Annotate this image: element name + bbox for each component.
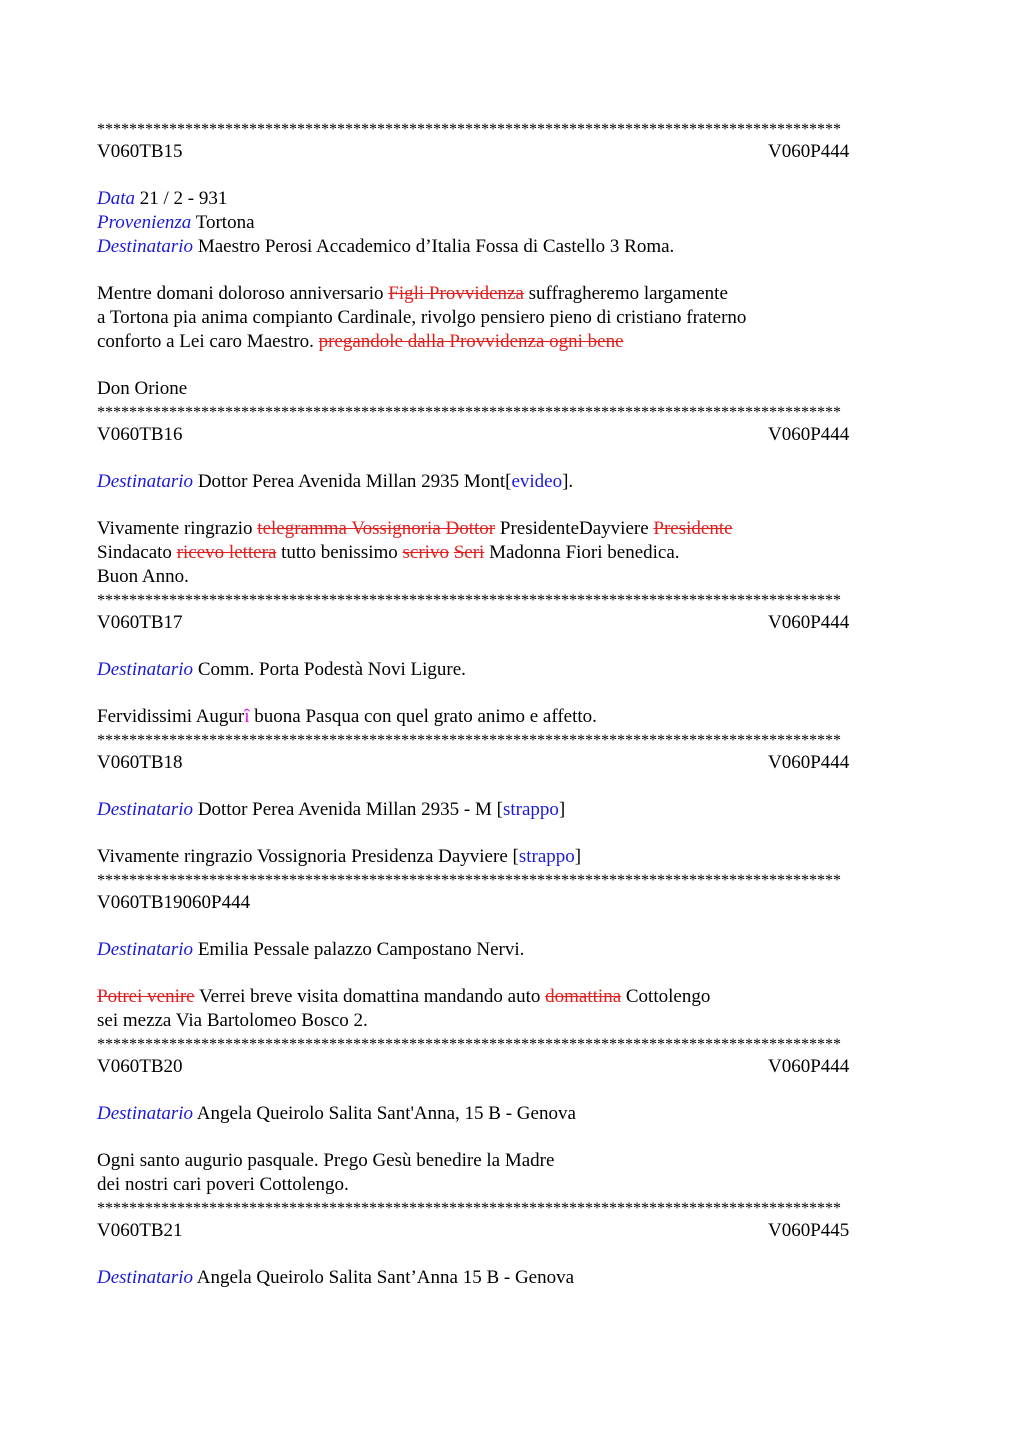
deleted-text: scrivo [402,542,449,563]
body-text: buona Pasqua con quel grato animo e affetto. [249,706,597,727]
deleted-text: domattina [545,986,622,1007]
page-ref: V060P444 [768,612,850,633]
entry-header [97,751,923,775]
document-page [97,118,923,1290]
body-text: Sindacato [97,542,177,563]
recipient-line [97,235,923,259]
body-text: Ogni santo augurio pasquale. Prego Gesù benedire la Madre [97,1150,555,1171]
recipient-line [97,658,923,682]
body-text: suffragheremo largamente [523,283,728,304]
recipient-label: Destinatario [97,659,194,680]
body-line [97,1173,923,1197]
deleted-text: telegramma Vossignoria Dottor [257,518,496,539]
separator: ********************************************************************************************* [97,732,841,749]
separator: ********************************************************************************************* [97,872,841,889]
body-text: Buon Anno. [97,566,189,587]
body-line [97,565,923,589]
recipient-value: ] [558,799,566,820]
page-ref: V060P444 [768,141,850,162]
entry-id: V060TB17 [97,612,183,633]
entry-header [97,1219,923,1243]
body-line [97,705,923,729]
origin-label: Provenienza [97,212,192,233]
recipient-line [97,938,923,962]
body-text: Fervidissimi Augur [97,706,245,727]
body-line [97,1149,923,1173]
recipient-value: Emilia Pessale palazzo Campostano Nervi. [197,939,525,960]
body-text: tutto benissimo [276,542,403,563]
recipient-value: Maestro Perosi Accademico d’Italia Fossa di Castello 3 Roma. [197,236,675,257]
body-line [97,845,923,869]
recipient-line [97,1102,923,1126]
separator: ********************************************************************************************* [97,404,841,421]
recipient-line [97,470,923,494]
recipient-label: Destinatario [97,1103,194,1124]
body-line [97,1009,923,1033]
entry-header [97,140,923,164]
entry-id: V060TB19060P444 [97,892,251,913]
editorial-note: strappo [518,846,575,867]
body-text: conforto a Lei caro Maestro. [97,331,319,352]
body-text: sei mezza Via Bartolomeo Bosco 2. [97,1010,368,1031]
recipient-line [97,1266,923,1290]
entry-header [97,1055,923,1079]
recipient-label: Destinatario [97,236,194,257]
entry-id: V060TB15 [97,141,183,162]
editorial-note: evideo [511,471,563,492]
recipient-value: ]. [562,471,574,492]
body-text: Mentre domani doloroso anniversario [97,283,389,304]
recipient-value: Comm. Porta Podestà Novi Ligure. [197,659,466,680]
separator: ********************************************************************************************* [97,592,841,609]
recipient-value: Angela Queirolo Salita Sant’Anna 15 B - Genova [196,1267,575,1288]
body-text: ] [574,846,582,867]
date-line [97,187,923,211]
page-ref: V060P444 [768,1056,850,1077]
separator: ********************************************************************************************* [97,1036,841,1053]
deleted-text: Figli Provvidenza [388,283,524,304]
page-ref: V060P445 [768,1220,850,1241]
body-line [97,517,923,541]
body-text: PresidenteDayviere [495,518,654,539]
editorial-note: strappo [502,799,559,820]
body-text: Cottolengo [621,986,711,1007]
body-text: a Tortona pia anima compianto Cardinale, rivolgo pensiero pieno di cristiano fraterno [97,307,747,328]
body-text: Vivamente ringrazio [97,518,258,539]
page-ref: V060P444 [768,424,850,445]
recipient-value: Angela Queirolo Salita Sant'Anna, 15 B - Genova [196,1103,576,1124]
deleted-text: pregandole dalla Provvidenza ogni bene [318,331,624,352]
body-line [97,330,923,354]
separator: ********************************************************************************************* [97,1200,841,1217]
entry-header [97,423,923,447]
origin-line [97,211,923,235]
body-text: Verrei breve visita domattina mandando auto [194,986,546,1007]
body-text: dei nostri cari poveri Cottolengo. [97,1174,349,1195]
origin-value: Tortona [195,212,255,233]
entry-header [97,891,923,915]
recipient-label: Destinatario [97,799,194,820]
body-line [97,985,923,1009]
recipient-label: Destinatario [97,471,194,492]
body-text: Madonna Fiori benedica. [484,542,680,563]
page-ref: V060P444 [768,752,850,773]
deleted-text: Seri [453,542,485,563]
separator: ********************************************************************************************* [97,121,841,138]
date-value: 21 / 2 - 931 [139,188,228,209]
recipient-value: Dottor Perea Avenida Millan 2935 Mont[ [197,471,512,492]
body-line [97,282,923,306]
signature: Don Orione [97,378,188,399]
deleted-text: Presidente [653,518,733,539]
deleted-text: ricevo lettera [176,542,277,563]
entry-header [97,611,923,635]
uncertain-char: î [244,706,250,727]
body-line [97,306,923,330]
recipient-value: Dottor Perea Avenida Millan 2935 - M [ [197,799,503,820]
recipient-label: Destinatario [97,939,194,960]
recipient-line [97,798,923,822]
date-label: Data [97,188,135,209]
body-line [97,541,923,565]
recipient-label: Destinatario [97,1267,194,1288]
deleted-text: Potrei venire [97,986,195,1007]
entry-id: V060TB21 [97,1220,183,1241]
entry-id: V060TB20 [97,1056,183,1077]
entry-id: V060TB18 [97,752,183,773]
body-text: Vivamente ringrazio Vossignoria Presidenza Dayviere [ [97,846,519,867]
entry-id: V060TB16 [97,424,183,445]
